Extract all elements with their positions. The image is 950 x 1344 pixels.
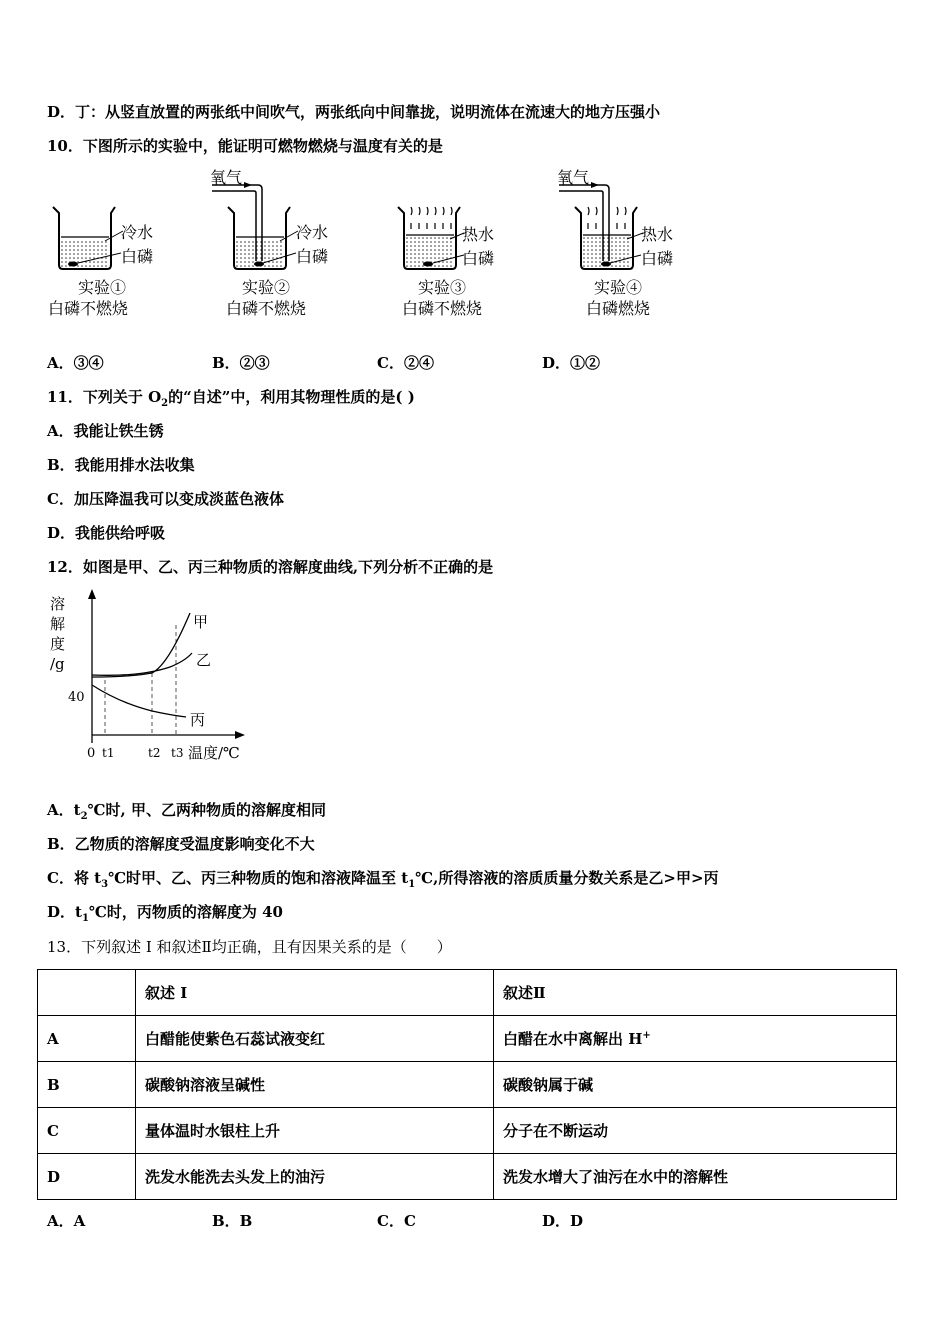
q9-option-d: D．丁：从竖直放置的两张纸中间吹气，两张纸向中间靠拢，说明流体在流速大的地方压强小 xyxy=(47,103,661,121)
q13-option-b[interactable]: B．B xyxy=(212,1212,253,1230)
q10-option-c[interactable]: C．②④ xyxy=(377,354,434,372)
table-cell: B xyxy=(38,1062,136,1108)
table-cell: A xyxy=(38,1016,136,1062)
ylabel-part-2: 解 xyxy=(50,615,66,633)
table-cell: 洗发水能洗去头发上的油污 xyxy=(136,1154,494,1200)
q12-option-a[interactable] xyxy=(47,800,326,827)
experiment-4-water-label: 热水 xyxy=(641,225,674,244)
experiment-2-water-label: 冷水 xyxy=(296,223,329,242)
table-cell: 碳酸钠溶液呈碱性 xyxy=(136,1062,494,1108)
experiment-1-name: 实验① xyxy=(78,278,127,297)
experiment-3-phosphorus-label: 白磷 xyxy=(462,249,495,268)
experiment-3-figure xyxy=(394,165,564,320)
x-tick-t2: t2 xyxy=(148,746,161,760)
ylabel-part-4: /g xyxy=(50,655,65,673)
experiment-4-name: 实验④ xyxy=(594,278,643,297)
q11-stem-pre: 11．下列关于 O xyxy=(47,388,162,406)
table-cell: D xyxy=(38,1154,136,1200)
table-row xyxy=(38,1154,897,1200)
q12-option-a-pre: A．t xyxy=(47,801,81,819)
experiment-4-result: 白磷燃烧 xyxy=(586,299,651,318)
q13-stem: 13．下列叙述 I 和叙述Ⅱ均正确，且有因果关系的是（ ） xyxy=(47,938,452,956)
experiment-2-name: 实验② xyxy=(242,278,291,297)
q11-option-a[interactable]: A．我能让铁生锈 xyxy=(47,422,164,440)
q12-option-a-post: ℃时, 甲、乙两种物质的溶解度相同 xyxy=(87,801,326,819)
table-row xyxy=(38,1062,897,1108)
q12-option-d-sub: 1 xyxy=(81,913,89,924)
q11-stem xyxy=(47,387,415,414)
q12-option-c-pre: C．将 t xyxy=(47,869,102,887)
q13-option-c[interactable]: C．C xyxy=(377,1212,416,1230)
experiment-3-result: 白磷不燃烧 xyxy=(402,299,483,318)
y-axis-arrow-icon xyxy=(88,589,96,599)
ylabel-part-3: 度 xyxy=(50,635,66,653)
table-row xyxy=(38,1016,897,1062)
series-bing-label: 丙 xyxy=(190,711,206,729)
table-cell: 白醋能使紫色石蕊试液变红 xyxy=(136,1016,494,1062)
q13-option-a[interactable]: A．A xyxy=(47,1212,86,1230)
x-axis-arrow-icon xyxy=(235,731,245,739)
q13-table xyxy=(37,969,897,1200)
experiment-3-water-label: 热水 xyxy=(462,225,495,244)
table-cell: 分子在不断运动 xyxy=(494,1108,897,1154)
table-header-cell: 叙述Ⅱ xyxy=(494,970,897,1016)
table-header-cell: 叙述 I xyxy=(136,970,494,1016)
q13-option-d[interactable]: D．D xyxy=(542,1212,584,1230)
q11-option-b[interactable]: B．我能用排水法收集 xyxy=(47,456,195,474)
experiment-2-phosphorus-label: 白磷 xyxy=(296,247,329,266)
experiment-1-phosphorus-label: 白磷 xyxy=(121,247,154,266)
q11-option-d[interactable]: D．我能供给呼吸 xyxy=(47,524,166,542)
table-cell: C xyxy=(38,1108,136,1154)
experiment-2-oxygen-label: 氧气 xyxy=(210,168,243,187)
experiment-3-name: 实验③ xyxy=(418,278,467,297)
experiment-1-figure xyxy=(45,165,215,320)
series-bing-curve xyxy=(92,685,186,717)
experiment-2-figure xyxy=(208,165,378,320)
q12-option-c[interactable] xyxy=(47,868,719,895)
q11-stem-post: 的“自述”中，利用其物理性质的是( ) xyxy=(168,388,415,406)
table-cell: 量体温时水银柱上升 xyxy=(136,1108,494,1154)
experiment-1-water-label: 冷水 xyxy=(121,223,154,242)
q12-option-c-sub: 3 xyxy=(101,879,109,890)
table-header-row xyxy=(38,970,897,1016)
q12-option-a-sub: 2 xyxy=(80,811,88,822)
table-cell xyxy=(494,1016,897,1062)
q12-option-c-mid: ℃时甲、乙、丙三种物质的饱和溶液降温至 t xyxy=(108,869,409,887)
xlabel: 温度/℃ xyxy=(188,744,240,762)
table-row xyxy=(38,1108,897,1154)
h-plus-superscript: + xyxy=(642,1030,651,1041)
x-tick-t1: t1 xyxy=(102,746,115,760)
experiment-1-result: 白磷不燃烧 xyxy=(48,299,129,318)
experiment-4-figure xyxy=(555,165,725,320)
y-tick-40: 40 xyxy=(68,690,85,705)
table-cell: 洗发水增大了油污在水中的溶解性 xyxy=(494,1154,897,1200)
q10-option-a[interactable]: A．③④ xyxy=(47,354,104,372)
q12-option-d[interactable] xyxy=(47,902,283,929)
q12-option-d-pre: D．t xyxy=(47,903,82,921)
q12-option-d-post: ℃时，丙物质的溶解度为 40 xyxy=(88,903,283,921)
q12-option-b[interactable]: B．乙物质的溶解度受温度影响变化不大 xyxy=(47,835,315,853)
series-jia-curve xyxy=(92,613,190,677)
x-tick-t3: t3 xyxy=(171,746,184,760)
ylabel-part-1: 溶 xyxy=(50,595,66,613)
experiment-4-phosphorus-label: 白磷 xyxy=(641,249,674,268)
q12-option-c-post: ℃,所得溶液的溶质质量分数关系是乙>甲>丙 xyxy=(415,869,719,887)
table-header-cell xyxy=(38,970,136,1016)
series-yi-curve xyxy=(92,653,192,675)
experiment-2-result: 白磷不燃烧 xyxy=(226,299,307,318)
series-jia-label: 甲 xyxy=(193,613,209,631)
q12-stem: 12．如图是甲、乙、丙三种物质的溶解度曲线,下列分析不正确的是 xyxy=(47,558,494,576)
series-yi-label: 乙 xyxy=(196,651,212,669)
q11-stem-sub: 2 xyxy=(161,398,169,409)
q10-option-d[interactable]: D．①② xyxy=(542,354,601,372)
q10-stem: 10．下图所示的实验中，能证明可燃物燃烧与温度有关的是 xyxy=(47,137,443,155)
table-cell: 碳酸钠属于碱 xyxy=(494,1062,897,1108)
q10-option-b[interactable]: B．②③ xyxy=(212,354,270,372)
q12-option-c-sub2: 1 xyxy=(408,879,416,890)
table-cell-text: 白醋在水中离解出 H xyxy=(503,1030,643,1048)
solubility-chart xyxy=(40,585,260,770)
q11-option-c[interactable]: C．加压降温我可以变成淡蓝色液体 xyxy=(47,490,284,508)
solubility-chart-svg xyxy=(40,585,260,770)
origin-label: 0 xyxy=(87,746,96,761)
experiment-4-oxygen-label: 氧气 xyxy=(557,168,590,187)
